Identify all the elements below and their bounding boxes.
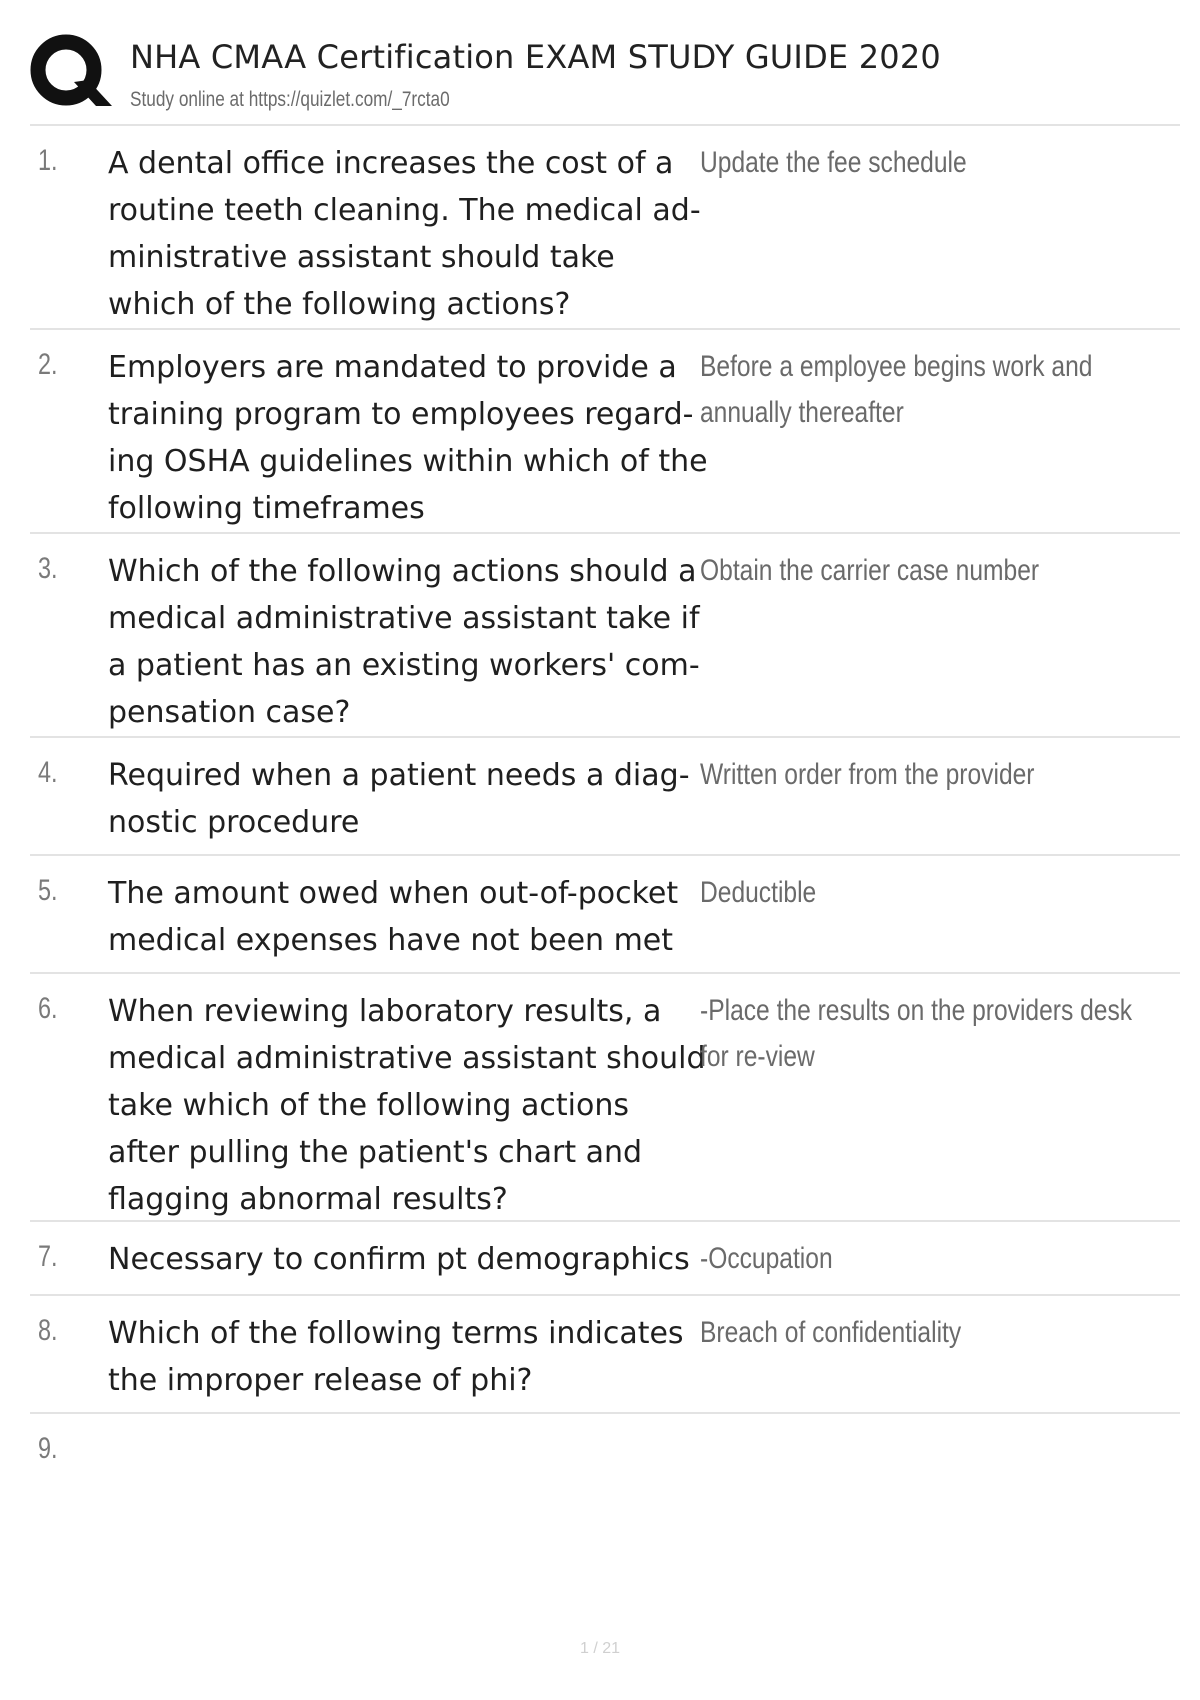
flashcard-row (30, 534, 1180, 738)
card-term: Required when a patient needs a diag-nostic procedure (108, 758, 690, 840)
card-definition: Breach of confidentiality (700, 1316, 962, 1349)
page-title: NHA CMAA Certification EXAM STUDY GUIDE 2020 (130, 38, 941, 76)
card-definition: Obtain the carrier case number (700, 554, 1040, 587)
card-definition: -Place the results on the providers desk for re-view (700, 994, 1133, 1073)
card-number: 2. (38, 348, 58, 381)
card-term: The amount owed when out-of-pocket medical expenses have not been met (108, 876, 679, 958)
card-definition: Deductible (700, 876, 817, 909)
card-term: When reviewing laboratory results, a medical administrative assistant should take which of the following actions after pulling the patient's chart and flagging abnormal results? (108, 994, 706, 1217)
card-number: 1. (38, 144, 58, 177)
study-online-link[interactable]: Study online at https://quizlet.com/_7rcta0 (130, 88, 450, 111)
page-header (30, 30, 1180, 122)
card-number: 7. (38, 1240, 58, 1273)
flashcard-row (30, 856, 1180, 974)
card-number: 9. (38, 1432, 58, 1465)
card-number: 8. (38, 1314, 58, 1347)
flashcard-row (30, 1296, 1180, 1414)
card-number: 6. (38, 992, 58, 1025)
card-term: Which of the following terms indicates the improper release of phi? (108, 1316, 684, 1398)
card-definition: Before a employee begins work and annually thereafter (700, 350, 1093, 429)
card-term: A dental office increases the cost of a routine teeth cleaning. The medical ad-ministrative assistant should take which of the following actions? (108, 146, 701, 322)
card-number: 4. (38, 756, 58, 789)
card-definition: Update the fee schedule (700, 146, 967, 179)
flashcard-list (30, 126, 1180, 1484)
flashcard-row (30, 1222, 1180, 1296)
page-indicator: 1 / 21 (579, 1640, 621, 1657)
card-term: Which of the following actions should a medical administrative assistant take if a patient has an existing workers' com-pensation case? (108, 554, 700, 730)
card-definition: Written order from the provider (700, 758, 1035, 791)
quizlet-q-logo-icon (30, 30, 140, 118)
flashcard-row (30, 330, 1180, 534)
card-term: Employers are mandated to provide a training program to employees regard-ing OSHA guidelines within which of the following timeframes (108, 350, 708, 526)
card-number: 5. (38, 874, 58, 907)
card-term: Necessary to confirm pt demographics (108, 1242, 690, 1277)
card-number: 3. (38, 552, 58, 585)
flashcard-row (30, 738, 1180, 856)
flashcard-row (30, 126, 1180, 330)
flashcard-row (30, 974, 1180, 1222)
flashcard-row (30, 1414, 1180, 1484)
card-definition: -Occupation (700, 1242, 833, 1275)
